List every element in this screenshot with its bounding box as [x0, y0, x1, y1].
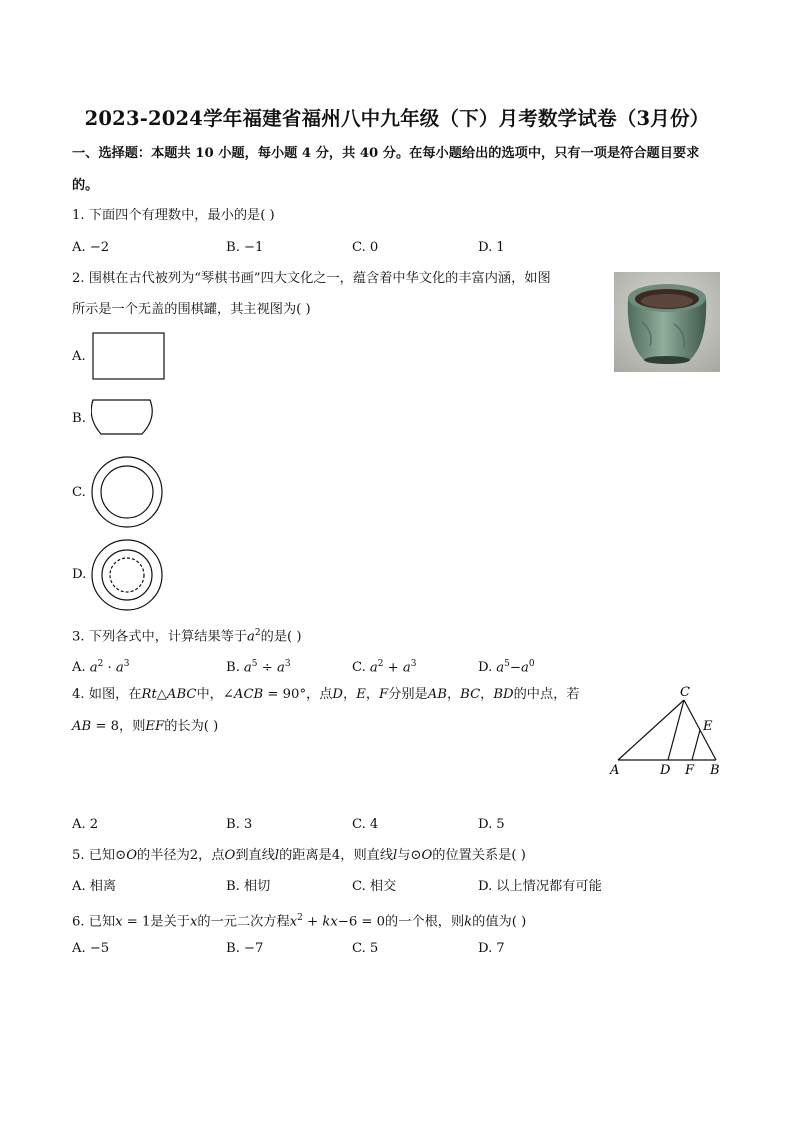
q2-option-c-label: C. — [72, 485, 86, 500]
q4-label-a: A — [610, 763, 620, 778]
q4-stem-line2: AB = 8，则EF的长为( ) — [72, 719, 219, 734]
q4-option-c: C. 4 — [352, 817, 379, 832]
q1-option-a: A. −2 — [72, 240, 110, 255]
q2-option-b-label: B. — [72, 411, 86, 426]
q6-option-b: B. −7 — [226, 941, 264, 956]
q6-option-a: A. −5 — [72, 941, 110, 956]
q2-stem-line1: 2. 围棋在古代被列为“琴棋书画”四大文化之一，蕴含着中华文化的丰富内涵，如图 — [72, 271, 551, 286]
q3-option-d: D. $a^5-a^0$ — [478, 659, 535, 676]
page-title: 2023-2024学年福建省福州八中九年级（下）月考数学试卷（3月份） — [84, 107, 710, 130]
q4-label-b: B — [710, 763, 720, 778]
q4-label-e: E — [703, 719, 713, 734]
q1-option-b: B. −1 — [226, 240, 264, 255]
q4-stem-line1: 4. 如图，在Rt△ABC中，∠ACB = 90°，点D，E，F分别是AB，BC，BD的中点，若 — [72, 687, 580, 702]
q4-option-b: B. 3 — [226, 817, 253, 832]
q6-option-c: C. 5 — [352, 941, 379, 956]
section-header-line2: 的。 — [72, 178, 99, 193]
q3-stem: 3. 下列各式中，计算结果等于$a^2$的是( ) — [72, 628, 302, 645]
q4-option-d: D. 5 — [478, 817, 505, 832]
go-jar-photo — [614, 272, 720, 372]
q2-option-b-figure — [91, 398, 153, 438]
q1-option-c: C. 0 — [352, 240, 379, 255]
q4-triangle-figure — [604, 680, 724, 780]
q2-stem-line2: 所示是一个无盖的围棋罐，其主视图为( ) — [72, 302, 311, 317]
q5-option-c: C. 相交 — [352, 879, 397, 894]
q2-option-d-label: D. — [72, 567, 87, 582]
q1-stem: 1. 下面四个有理数中，最小的是( ) — [72, 208, 275, 223]
q5-stem: 5. 已知⊙O的半径为2，点O到直线l的距离是4，则直线l与⊙O的位置关系是( ) — [72, 848, 526, 863]
q2-option-d-figure — [90, 538, 164, 612]
q3-option-b: B. $a^5 \div a^3$ — [226, 659, 291, 676]
q4-label-c: C — [680, 685, 690, 700]
q2-option-a-label: A. — [72, 349, 86, 364]
q3-option-c: C. $a^2 + a^3$ — [352, 659, 417, 676]
section-header-line1: 一、选择题：本题共 10 小题，每小题 4 分，共 40 分。在每小题给出的选项中，只有一项是符合题目要求 — [72, 146, 700, 161]
q2-option-c-figure — [90, 455, 164, 529]
q6-stem: 6. 已知x = 1是关于x的一元二次方程$x^2 + kx-6 = 0$的一个根，则k的值为( ) — [72, 913, 527, 930]
q4-option-a: A. 2 — [72, 817, 99, 832]
q1-option-d: D. 1 — [478, 240, 505, 255]
q5-option-b: B. 相切 — [226, 879, 271, 894]
q4-label-d: D — [660, 763, 671, 778]
q5-option-a: A. 相离 — [72, 879, 117, 894]
q3-option-a: A. $a^2 \cdot a^3$ — [72, 659, 130, 676]
q4-label-f: F — [685, 763, 695, 778]
q2-option-a-figure — [92, 332, 166, 382]
q6-option-d: D. 7 — [478, 941, 505, 956]
q5-option-d: D. 以上情况都有可能 — [478, 879, 602, 894]
